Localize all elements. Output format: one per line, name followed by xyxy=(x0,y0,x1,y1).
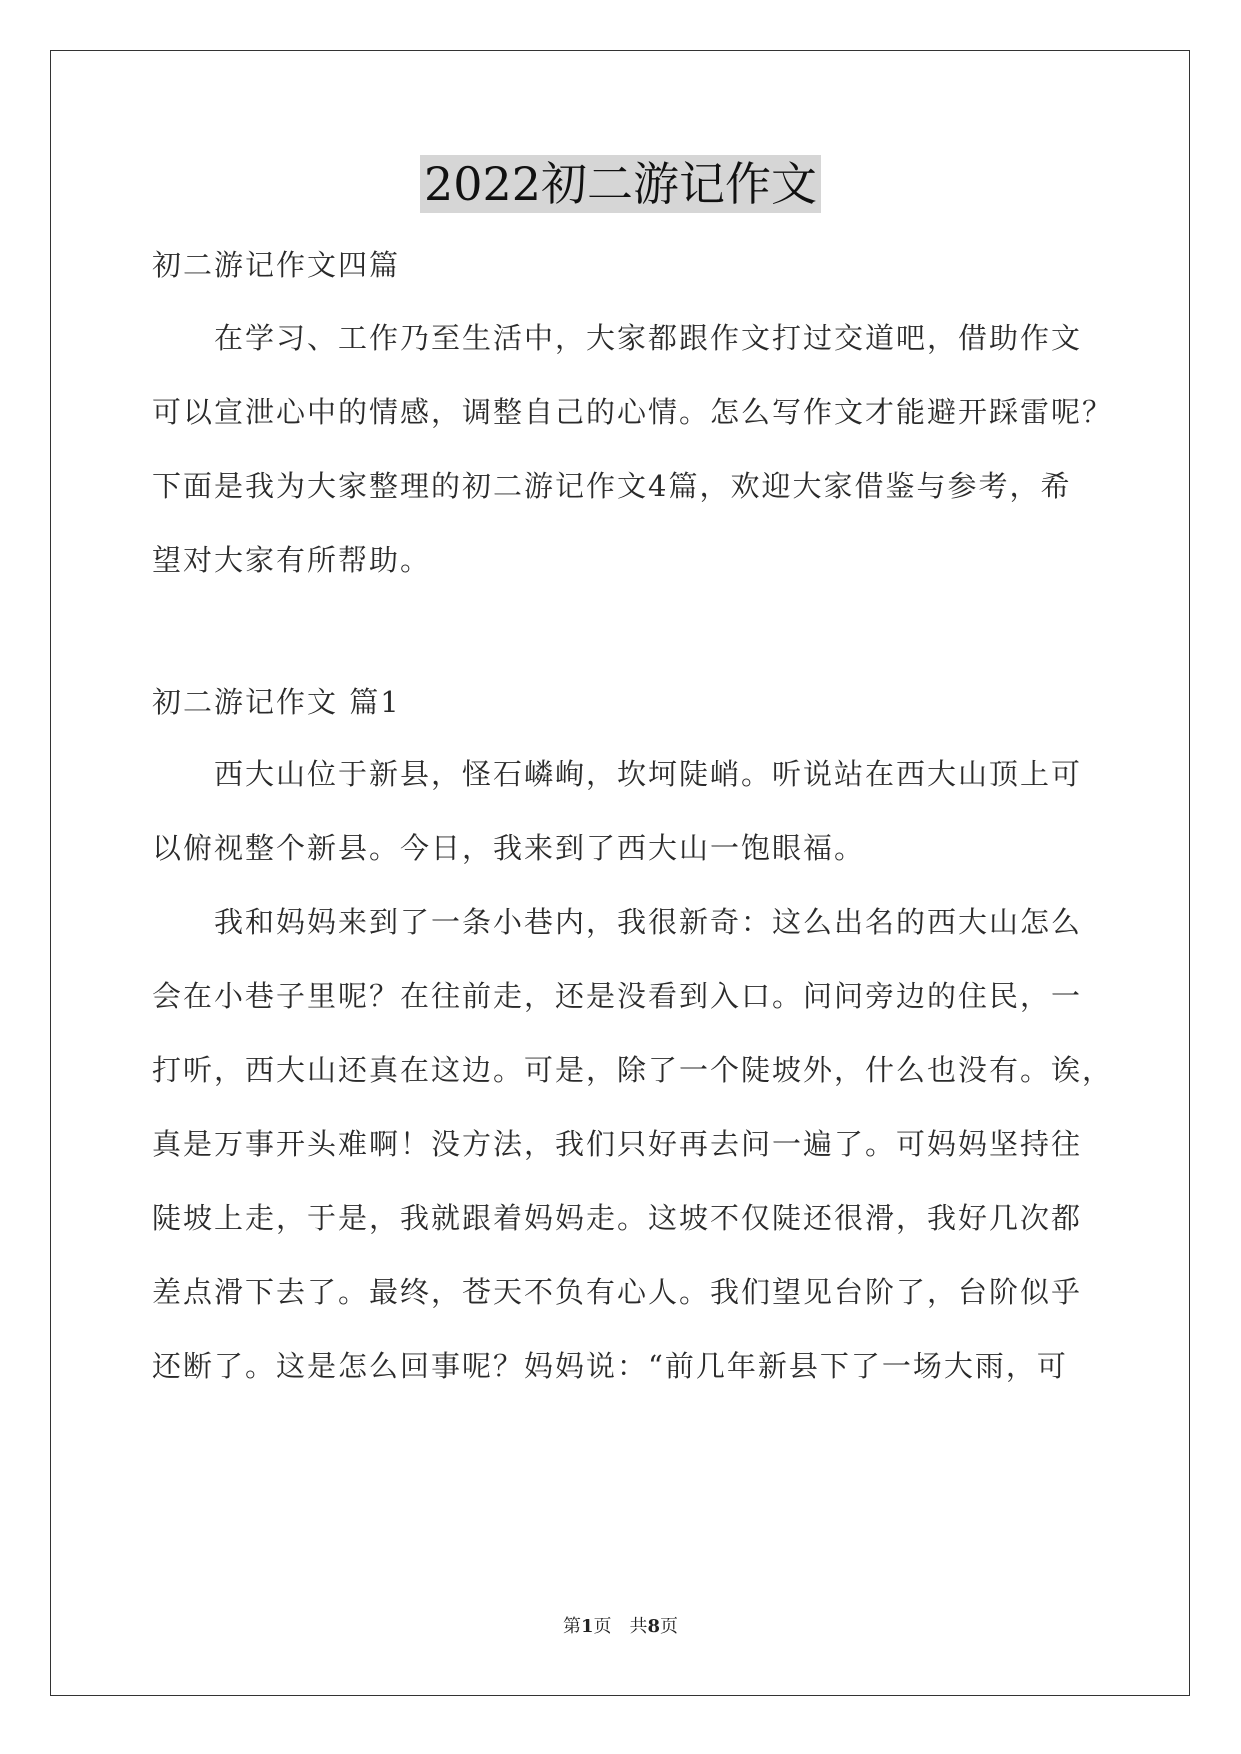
page-footer xyxy=(0,1612,1241,1638)
footer-prefix: 第 xyxy=(562,1616,581,1637)
document-title: 2022初二游记作文 xyxy=(420,155,821,213)
intro-line: 可以宣泄心中的情感，调整自己的心情。怎么写作文才能避开踩雷呢？ xyxy=(152,395,1114,429)
intro-line: 望对大家有所帮助。 xyxy=(152,543,432,577)
intro-line: 下面是我为大家整理的初二游记作文4篇，欢迎大家借鉴与参考，希 xyxy=(152,469,1072,503)
paragraph-line: 会在小巷子里呢？在往前走，还是没看到入口。问问旁边的住民，一 xyxy=(152,979,1083,1013)
subtitle: 初二游记作文四篇 xyxy=(152,248,401,282)
paragraph-line: 陡坡上走，于是，我就跟着妈妈走。这坡不仅陡还很滑，我好几次都 xyxy=(152,1201,1083,1235)
title-container xyxy=(0,155,1241,213)
paragraph-line: 我和妈妈来到了一条小巷内，我很新奇：这么出名的西大山怎么 xyxy=(214,905,1083,939)
paragraph-line: 以俯视整个新县。今日，我来到了西大山一饱眼福。 xyxy=(152,831,866,865)
paragraph-line: 打听，西大山还真在这边。可是，除了一个陡坡外，什么也没有。诶， xyxy=(152,1053,1114,1087)
page-border xyxy=(50,50,1190,1696)
footer-total-pages: 8 xyxy=(647,1616,661,1637)
footer-middle: 页 共 xyxy=(593,1616,648,1637)
paragraph-line: 差点滑下去了。最终，苍天不负有心人。我们望见台阶了，台阶似乎 xyxy=(152,1275,1083,1309)
footer-suffix: 页 xyxy=(660,1616,679,1637)
section-heading: 初二游记作文 篇1 xyxy=(152,685,401,719)
footer-page-number: 1 xyxy=(580,1616,594,1637)
paragraph-line: 还断了。这是怎么回事呢？妈妈说：“前几年新县下了一场大雨，可 xyxy=(152,1349,1068,1383)
intro-line: 在学习、工作乃至生活中，大家都跟作文打过交道吧，借助作文 xyxy=(214,321,1083,355)
paragraph-line: 真是万事开头难啊！没方法，我们只好再去问一遍了。可妈妈坚持往 xyxy=(152,1127,1083,1161)
paragraph-line: 西大山位于新县，怪石嶙峋，坎坷陡峭。听说站在西大山顶上可 xyxy=(214,757,1083,791)
